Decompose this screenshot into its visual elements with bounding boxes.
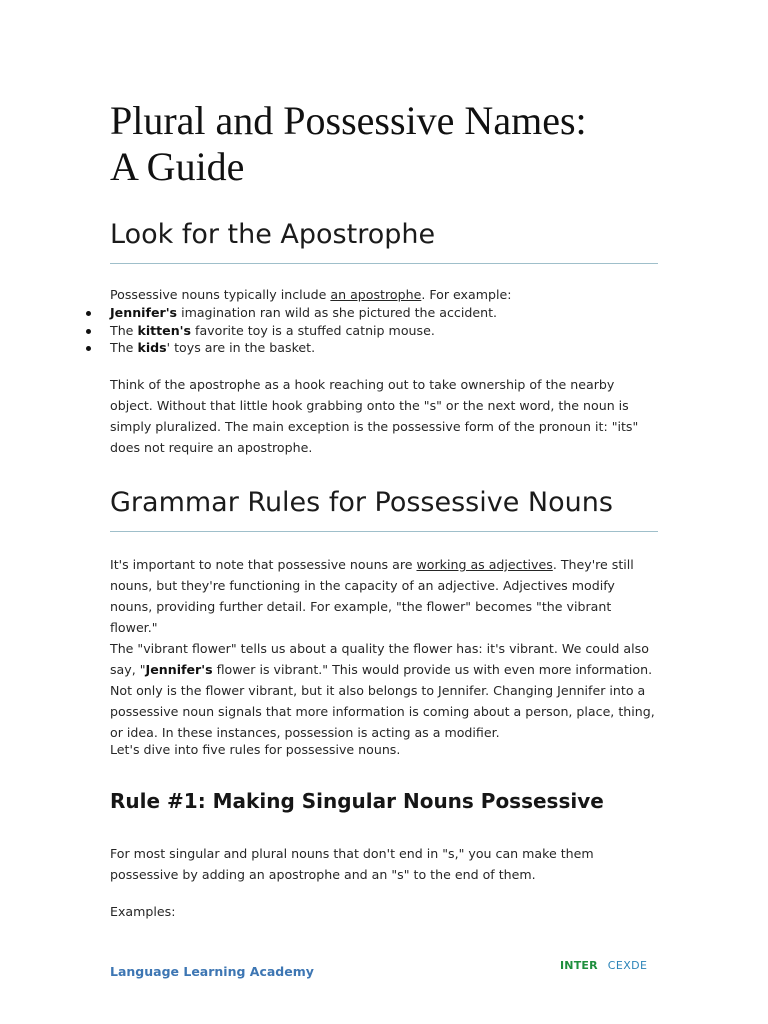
footer-brand: Language Learning Academy [110,964,314,979]
list-item: The kitten's favorite toy is a stuffed catnip mouse. [110,322,658,340]
section-heading-grammar-rules: Grammar Rules for Possessive Nouns [110,487,613,518]
adjectives-link[interactable]: working as adjectives [416,557,553,572]
bold-noun: kitten's [137,322,192,338]
rule1-paragraph: For most singular and plural nouns that don't end in "s," you can make them possessive by adding an apostrophe and an "s" to the end of them. [110,846,594,882]
logo-inter: INTER [560,959,598,972]
intro-text-end: . For example: [421,287,512,302]
apostrophe-link[interactable]: an apostrophe [330,287,422,302]
section-divider [110,263,658,264]
dive-in-paragraph: Let's dive into five rules for possessive nouns. [110,742,401,757]
list-item: Jennifer's imagination ran wild as she pictured the accident. [110,304,658,322]
rule1-heading: Rule #1: Making Singular Nouns Possessive [110,789,604,813]
bullet-icon [86,311,91,316]
intro-text: Possessive nouns typically include [110,287,331,302]
document-title [110,98,670,190]
example-list [110,304,658,357]
title-line-2: A Guide [110,144,245,189]
footer-logo [560,959,647,972]
section-divider [110,531,658,532]
list-item: The kids' toys are in the basket. [110,339,658,357]
section-heading-apostrophe: Look for the Apostrophe [110,219,436,250]
adjective-paragraph: It's important to note that possessive nouns are working as adjectives. They're still nouns, but they're functioning in the capacity of an adjective. Adjectives modify nouns, providing further detail. For example, "the flower" becomes "the vibrant flower." The "vibrant flower" tells us about a quality the flower has: it's vibrant. We could also say, "Jennifer's flower is vibrant." This would provide us with even more information. Not only is the flower vibrant, but it also belongs to Jennifer. Changing Jennifer into a possessive noun signals that more information is coming about a person, place, thing, or idea. In these instances, possession is acting as a modifier. [110,557,655,740]
bullet-icon [86,346,91,351]
bold-noun: Jennifer's [145,662,213,677]
bold-noun: kids [137,340,167,355]
apostrophe-paragraph: Think of the apostrophe as a hook reaching out to take ownership of the nearby object. Without that little hook grabbing onto the "s" or the next word, the noun is simply pluralized. The main exception is the possessive form of the pronoun it: "its" does not require an apostrophe. [110,377,639,455]
bold-noun: Jennifer's [110,305,178,320]
title-line-1: Plural and Possessive Names: [110,98,587,143]
examples-label: Examples: [110,904,176,919]
logo-cexde: CEXDE [607,959,648,972]
intro-paragraph [110,285,658,305]
bullet-icon [86,329,91,334]
